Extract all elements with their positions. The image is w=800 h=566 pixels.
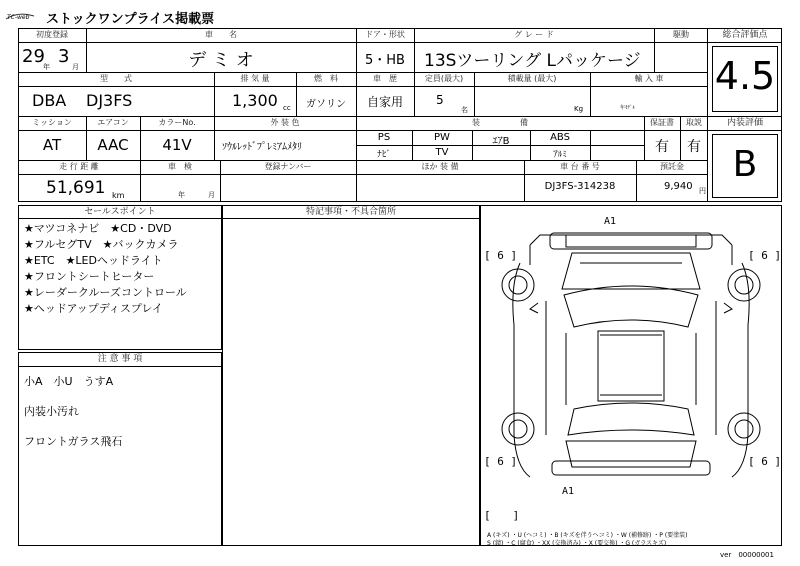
caution-2: 内装小汚れ (24, 405, 79, 418)
kg-unit: Kg (574, 105, 584, 113)
label-reg-number: 登録ナンバー (264, 162, 312, 171)
deposit: 9,940 (664, 181, 693, 192)
door-shape: 5・HB (365, 53, 405, 68)
inspection-month-unit: 月 (208, 191, 215, 199)
version-label: ver 00000001 (720, 551, 774, 559)
manual: 有 (687, 139, 701, 155)
label-aircon: エアコン (97, 118, 129, 127)
label-first-reg: 初度登録 (36, 30, 68, 39)
label-drive: 駆動 (673, 30, 689, 39)
tire-tread-rear-right: [ 6 ] (748, 455, 782, 468)
label-mission: ミッション (32, 118, 72, 127)
car-outline-diagram (480, 205, 782, 495)
mission: AT (42, 136, 62, 154)
equip-tv: TV (435, 147, 449, 158)
diagram-tag-bottom: A1 (562, 486, 575, 497)
diagram-tag-top: A1 (604, 216, 617, 227)
cc-unit: cc (283, 104, 291, 112)
overall-score: 4.5 (714, 54, 776, 98)
label-exterior-color: 外 装 色 (270, 118, 300, 127)
car-name: デ ミ オ (188, 50, 254, 71)
tire-tread-front-right: [ 6 ] (748, 249, 782, 262)
damage-legend-1: A (キズ) ・U (ヘコミ) ・B (キズを伴うヘコミ) ・W (補修跡) ・P (要塗装) (487, 532, 688, 539)
km-unit: km (112, 191, 125, 200)
logo-text: TC-web (7, 14, 30, 21)
caution-3: フロントガラス飛石 (24, 435, 123, 448)
sales-point: ★ETC ★LEDヘッドライト (24, 254, 163, 267)
model-prefix: DBA (32, 91, 67, 110)
sales-point: ★マツコネナビ ★CD・DVD (24, 222, 172, 235)
sales-point: ★フルセグTV ★バックカメラ (24, 238, 179, 251)
equip-airbag: ｴｱB (492, 136, 510, 147)
label-deposit: 預託金 (660, 162, 684, 171)
label-mileage: 走 行 距 離 (59, 162, 99, 171)
equip-pw: PW (434, 132, 450, 143)
label-capacity: 定員(最大) (424, 74, 464, 83)
year-model: 年ﾓﾃﾞﾙ (620, 105, 636, 111)
special-notes-box (222, 205, 480, 546)
tire-tread-rear-left: [ 6 ] (484, 455, 518, 468)
label-special-notes: 特記事項・不具合箇所 (305, 207, 396, 217)
spare-tire-bracket: [ ] (484, 509, 520, 522)
label-import: 輸 入 車 (634, 74, 664, 83)
label-other-equipment: ほか 装 備 (421, 162, 459, 171)
label-car-name: 車 名 (205, 30, 237, 39)
aircon: AAC (97, 136, 129, 154)
label-model: 型 式 (100, 74, 132, 83)
label-manual: 取説 (686, 118, 702, 127)
logo (4, 9, 44, 23)
equip-alumi: ｱﾙﾐ (553, 150, 567, 160)
label-warranty: 保証書 (650, 118, 674, 127)
exterior-color: ｿｳﾙﾚｯﾄﾞﾌﾟﾚﾐｱﾑﾒﾀﾘ (222, 142, 302, 153)
person-unit: 名 (461, 106, 468, 114)
first-reg-year-unit: 年 (43, 63, 50, 71)
yen-unit: 円 (699, 187, 706, 195)
first-reg-month-unit: 月 (72, 63, 79, 71)
first-reg-year: 29 (22, 46, 45, 67)
sales-point: ★フロントシートヒーター (24, 270, 155, 283)
label-load: 積載量 (最大) (507, 74, 557, 83)
label-chassis-no: 車 台 番 号 (560, 162, 600, 171)
label-history: 車 歴 (373, 74, 397, 83)
label-interior-score: 内装評価 (726, 118, 763, 128)
damage-legend-2: S (錆) ・C (腐食) ・XX (交換済み) ・X (要交換) ・G (ガラスキズ) (487, 540, 667, 547)
label-door-shape: ドア・形状 (365, 30, 405, 39)
tire-tread-front-left: [ 6 ] (484, 249, 518, 262)
first-reg-month: 3 (58, 46, 70, 67)
color-no: 41V (162, 136, 192, 154)
label-sales-points: セールスポイント (84, 207, 156, 217)
mileage: 51,691 (46, 178, 106, 198)
sales-point: ★レーダークルーズコントロール (24, 286, 187, 299)
interior-score: B (732, 144, 758, 185)
label-cautions: 注 意 事 項 (97, 354, 143, 364)
sales-point: ★ヘッドアップディスプレイ (24, 302, 163, 315)
grade: 13Sツーリング Lパッケージ (424, 51, 641, 71)
equip-ps: PS (377, 132, 391, 143)
warranty: 有 (655, 139, 669, 155)
label-color-no: カラーNo. (158, 118, 196, 127)
equip-abs: ABS (550, 132, 570, 143)
page-title: ストックワンプライス掲載票 (46, 12, 215, 27)
sales-points-list (24, 221, 220, 317)
inspection-year-unit: 年 (178, 191, 185, 199)
displacement: 1,300 (232, 91, 278, 110)
label-equipment: 装 備 (472, 118, 528, 127)
caution-1: 小A 小U うすA (24, 375, 114, 388)
label-fuel: 燃 料 (314, 74, 338, 83)
equip-navi: ﾅﾋﾞ (377, 150, 391, 160)
fuel: ガソリン (306, 99, 346, 110)
label-displacement: 排 気 量 (240, 74, 270, 83)
chassis-no: DJ3FS-314238 (544, 181, 616, 192)
capacity: 5 (436, 93, 444, 107)
label-inspection: 車 検 (168, 162, 192, 171)
label-grade: グ レ ー ド (514, 30, 554, 39)
model: DJ3FS (86, 91, 133, 110)
label-overall-score: 総合評価点 (722, 30, 768, 40)
history: 自家用 (366, 95, 403, 109)
